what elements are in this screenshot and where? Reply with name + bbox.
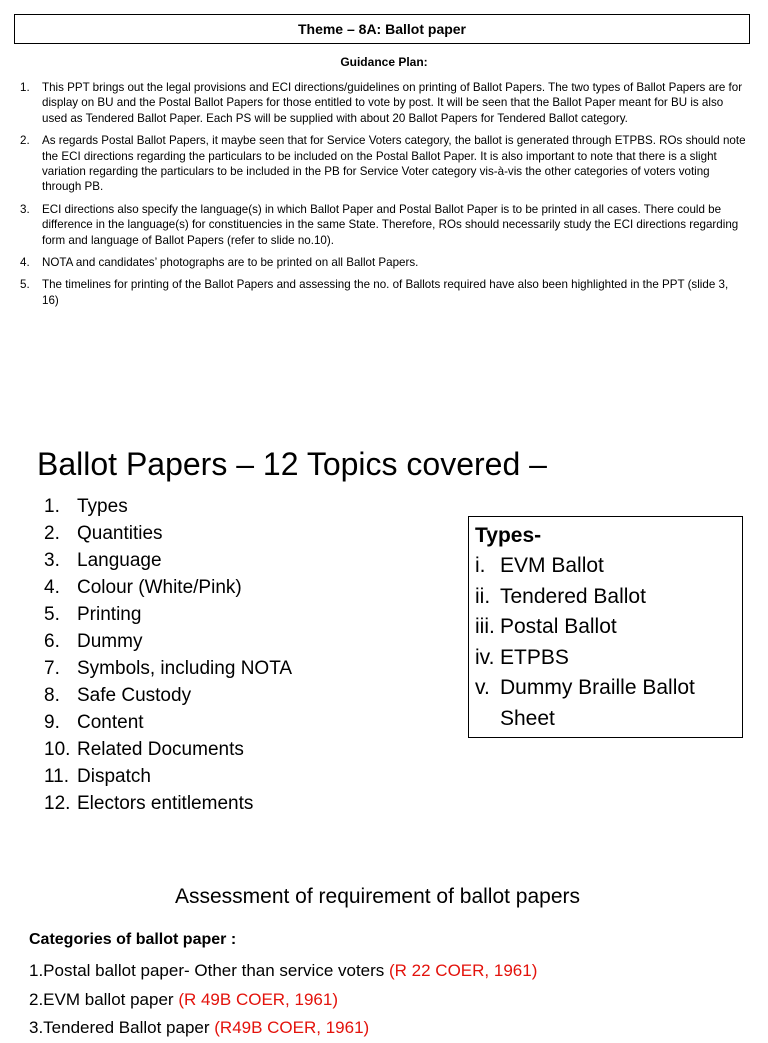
category-item bbox=[29, 1014, 537, 1043]
types-title: Types- bbox=[475, 524, 542, 547]
guidance-item-text: As regards Postal Ballot Papers, it maybe seen that for Service Voters category, the ballot is generated through ETPBS. ROs should note the ECI directions regarding the particulars to be included on the Postal Ballot Paper. It is also important to note that there is a slight variation regarding the particulars to be included in the PB for Service Voter category vis-à-vis the other categories of voters voting through PB. bbox=[42, 134, 746, 194]
guidance-plan-title: Guidance Plan: bbox=[340, 55, 428, 69]
topic-item bbox=[44, 493, 292, 520]
type-number: iii. bbox=[475, 615, 495, 638]
category-rule-reference: (R 22 COER, 1961) bbox=[389, 961, 538, 980]
topic-number: 8. bbox=[44, 685, 60, 706]
topic-item bbox=[44, 655, 292, 682]
topic-label: Language bbox=[77, 550, 162, 571]
topic-label: Electors entitlements bbox=[77, 793, 254, 814]
topic-label: Printing bbox=[77, 604, 142, 625]
topic-item bbox=[44, 601, 292, 628]
category-rule-reference: (R49B COER, 1961) bbox=[214, 1018, 370, 1037]
guidance-item-number: 3. bbox=[20, 202, 30, 216]
topic-item bbox=[44, 520, 292, 547]
topics-heading: Ballot Papers – 12 Topics covered – bbox=[37, 446, 547, 482]
topic-label: Colour (White/Pink) bbox=[77, 577, 242, 598]
type-label: EVM Ballot bbox=[500, 554, 604, 577]
topic-number: 4. bbox=[44, 577, 60, 598]
topic-label: Quantities bbox=[77, 523, 163, 544]
topic-number: 11. bbox=[44, 766, 70, 787]
guidance-item bbox=[20, 277, 748, 308]
guidance-item-number: 5. bbox=[20, 278, 30, 292]
topic-number: 7. bbox=[44, 658, 60, 679]
category-label: 2.EVM ballot paper bbox=[29, 989, 179, 1009]
topic-number: 6. bbox=[44, 631, 60, 652]
guidance-item bbox=[20, 202, 748, 248]
type-label: ETPBS bbox=[500, 645, 569, 669]
guidance-item-text: ECI directions also specify the language(s) in which Ballot Paper and Postal Ballot Paper is to be printed in all cases. There could be difference in the language(s) for constituencies in the same State. Therefore, ROs should necessarily study the ECI directions regarding form and language of Ballot Papers (refer to slide no.10). bbox=[42, 202, 739, 247]
type-item bbox=[475, 551, 736, 582]
guidance-item-number: 4. bbox=[20, 256, 30, 270]
topic-label: Dummy bbox=[77, 631, 143, 652]
topic-number: 3. bbox=[44, 550, 60, 571]
topic-item bbox=[44, 763, 292, 790]
topic-label: Dispatch bbox=[77, 766, 151, 787]
topics-list bbox=[44, 493, 292, 817]
topic-item bbox=[44, 736, 292, 763]
types-box bbox=[468, 516, 743, 738]
type-item bbox=[475, 582, 736, 613]
topic-label: Symbols, including NOTA bbox=[77, 658, 293, 679]
guidance-list bbox=[20, 80, 748, 315]
topic-number: 5. bbox=[44, 604, 60, 625]
guidance-item-number: 2. bbox=[20, 134, 30, 148]
type-number: i. bbox=[475, 554, 486, 577]
category-label: 3.Tendered Ballot paper bbox=[29, 1018, 215, 1037]
topic-item bbox=[44, 682, 292, 709]
theme-title-box bbox=[14, 14, 750, 44]
type-label: Tendered Ballot bbox=[500, 584, 646, 608]
categories-title: Categories of ballot paper : bbox=[29, 931, 237, 948]
guidance-item-text: NOTA and candidates’ photographs are to be printed on all Ballot Papers. bbox=[42, 256, 419, 270]
topic-item bbox=[44, 547, 292, 574]
category-rule-reference: (R 49B COER, 1961) bbox=[178, 989, 338, 1009]
topic-item bbox=[44, 709, 292, 736]
types-list bbox=[475, 551, 736, 734]
type-item bbox=[475, 643, 736, 674]
guidance-item bbox=[20, 133, 748, 195]
type-number: iv. bbox=[475, 645, 495, 669]
type-label: Dummy Braille Ballot Sheet bbox=[500, 676, 695, 730]
guidance-item-text: The timelines for printing of the Ballot Papers and assessing the no. of Ballots required have also been highlighted in the PPT (slide 3, 16) bbox=[42, 278, 729, 307]
type-item bbox=[475, 673, 736, 734]
category-label: 1.Postal ballot paper- Other than service voters bbox=[29, 961, 390, 980]
type-label: Postal Ballot bbox=[500, 615, 617, 638]
guidance-item-text: This PPT brings out the legal provisions and ECI directions/guidelines on printing of Ballot Papers. The two types of Ballot Papers are for display on BU and the Postal Ballot Papers for those entitled to vote by post. It will be seen that the Ballot Paper meant for BU is also used as Tendered Ballot Paper. Each PS will be supplied with about 20 Ballot Papers for Tendered Ballot category. bbox=[42, 81, 743, 125]
topic-label: Content bbox=[77, 712, 144, 733]
category-item bbox=[29, 986, 537, 1015]
topic-item bbox=[44, 628, 292, 655]
guidance-item-number: 1. bbox=[20, 81, 30, 94]
guidance-item bbox=[20, 80, 748, 126]
topic-number: 12. bbox=[44, 793, 71, 814]
topic-item bbox=[44, 790, 292, 817]
topic-number: 10. bbox=[44, 739, 71, 760]
topic-number: 1. bbox=[44, 496, 60, 517]
theme-title: Theme – 8A: Ballot paper bbox=[297, 21, 467, 37]
guidance-item bbox=[20, 255, 748, 270]
type-item bbox=[475, 612, 736, 643]
topic-label: Related Documents bbox=[77, 739, 244, 760]
topic-item bbox=[44, 574, 292, 601]
topic-number: 9. bbox=[44, 712, 60, 733]
category-item bbox=[29, 957, 537, 986]
assessment-heading: Assessment of requirement of ballot papers bbox=[174, 885, 581, 908]
topic-number: 2. bbox=[44, 523, 60, 544]
topic-label: Types bbox=[77, 496, 128, 517]
categories-list bbox=[29, 957, 537, 1043]
type-number: v. bbox=[475, 676, 490, 699]
topic-label: Safe Custody bbox=[77, 685, 192, 706]
type-number: ii. bbox=[475, 584, 491, 608]
